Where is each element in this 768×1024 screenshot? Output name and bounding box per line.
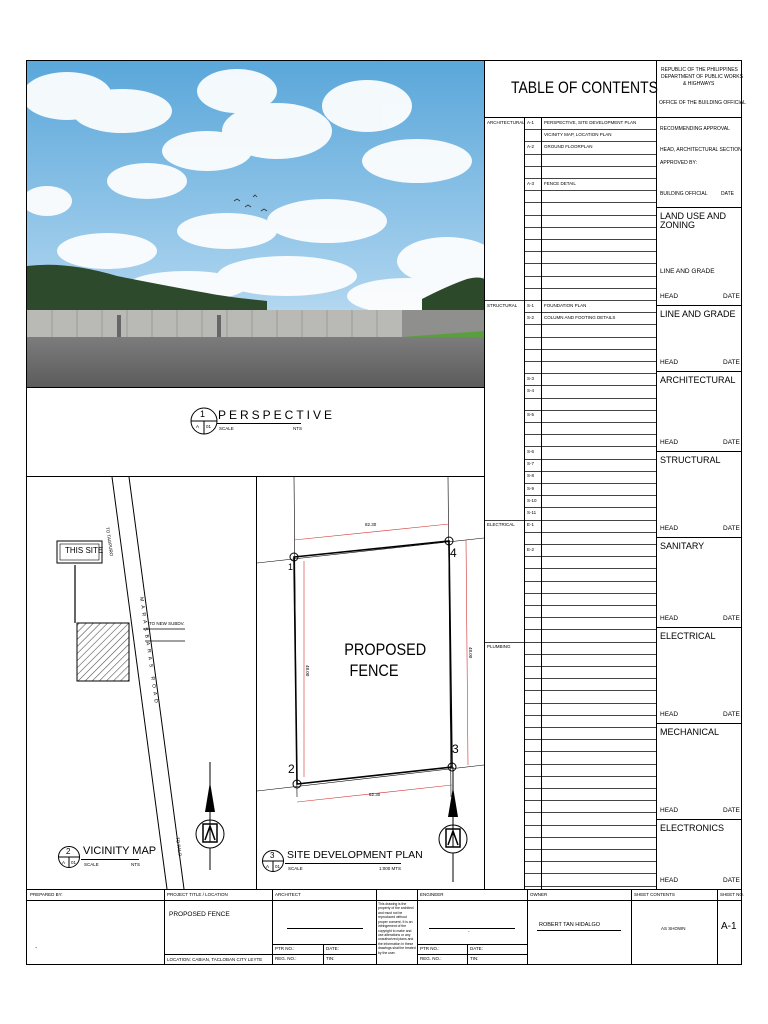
toc-row-line: [524, 703, 656, 704]
toc-row-line: [524, 593, 656, 594]
toc-row-line: [524, 715, 656, 716]
toc-section-label: ARCHITECTURAL: [487, 119, 525, 125]
approval-block-date: DATE: [723, 807, 740, 814]
approval-block-date: DATE: [723, 439, 740, 446]
toc-row-line: [524, 215, 656, 216]
toc-entry-code: E-2: [527, 546, 535, 552]
toc-entry-code: S-7: [527, 461, 535, 467]
perspective-number: 1: [200, 409, 206, 419]
toc-section-divider: [485, 300, 524, 301]
vicinity-number: 2: [66, 847, 71, 856]
vicinity-a: A: [62, 860, 66, 865]
agency-line3: & HIGHWAYS: [683, 81, 715, 87]
toc-entry-code: S-3: [527, 375, 535, 381]
approval-block-head: HEAD: [660, 293, 679, 300]
point-2: 2: [288, 762, 295, 776]
site-a: A: [266, 864, 270, 869]
approval-block-title: ELECTRONICS: [660, 823, 725, 833]
approval-block-divider: [657, 627, 741, 628]
toc-row-line: [524, 373, 656, 374]
architect-date: DATE:: [326, 946, 339, 951]
architect-tin: TIN:: [326, 956, 335, 961]
toc-row-line: [524, 776, 656, 777]
toc-row-line: [524, 483, 656, 484]
approval-block-divider: [657, 819, 741, 820]
toc-entry-description: COLUMN AND FOOTING DETAILS: [544, 314, 616, 320]
toc-row-line: [524, 678, 656, 679]
toc-row-line: [524, 520, 656, 521]
architect-reg: REG. NO.:: [275, 956, 297, 961]
perspective-panel: [27, 61, 485, 477]
agency-line1: REPUBLIC OF THE PHILIPPINES: [661, 67, 738, 73]
approval-block-title: ARCHITECTURAL: [660, 375, 736, 385]
approval-block-divider: [657, 537, 741, 538]
toc-row-line: [524, 141, 656, 142]
toc-row-line: [524, 825, 656, 826]
project-name: PROPOSED FENCE: [169, 911, 230, 918]
toc-row-line: [524, 739, 656, 740]
toc-entry-description: PERSPECTIVE, SITE DEVELOPMENT PLAN: [544, 119, 637, 125]
toc-row-line: [524, 629, 656, 630]
owner-label: OWNER: [530, 892, 548, 897]
site-scale-label: SCALE: [288, 866, 303, 871]
perspective-a: A: [196, 424, 200, 429]
road-label-new-subdv: TO NEW SUBDV.: [149, 621, 185, 626]
approval-panel: [657, 61, 746, 889]
site-scale-value: 1:000 MTS: [379, 866, 402, 871]
vicinity-nts: NTS: [131, 862, 140, 867]
prepared-by-dot: .: [35, 941, 38, 950]
engineer-dash: -: [468, 929, 470, 934]
toc-row-line: [524, 873, 656, 874]
perspective-title: PERSPECTIVE: [218, 408, 336, 422]
toc-row-line: [524, 507, 656, 508]
toc-row-line: [524, 495, 656, 496]
toc-entry-code: S-8: [527, 473, 535, 479]
north-arrow-icon: [193, 762, 227, 872]
approval-block-subtitle: LINE AND GRADE: [660, 268, 715, 275]
site-plan-panel: [257, 477, 485, 889]
approval-block-head: HEAD: [660, 525, 679, 532]
site-number: 3: [270, 851, 275, 860]
vicinity-title: VICINITY MAP: [83, 845, 157, 857]
approval-block-title: MECHANICAL: [660, 727, 720, 737]
road-name-label: MARASBARAS ROAD: [138, 596, 160, 708]
toc-row-line: [524, 202, 656, 203]
vicinity-sheet: 01: [71, 860, 77, 865]
toc-row-line: [524, 849, 656, 850]
perspective-nts: NTS: [293, 426, 302, 431]
toc-row-line: [524, 312, 656, 313]
road-label-palo: TO PALO: [175, 836, 183, 857]
sheet-number: A-1: [721, 921, 737, 932]
owner-name: ROBERT TAN HIDALGO: [539, 922, 601, 928]
toc-row-line: [524, 605, 656, 606]
approved-by: APPROVED BY:: [660, 160, 697, 166]
toc-entry-description: FENCE DETAIL: [544, 180, 576, 186]
engineer-date: DATE:: [470, 946, 483, 951]
toc-row-line: [524, 764, 656, 765]
toc-entry-code: S-6: [527, 448, 535, 454]
toc-entry-code: A-1: [527, 119, 535, 125]
toc-row-line: [524, 166, 656, 167]
toc-entry-description: GROUND FLOORPLAN: [544, 143, 593, 149]
toc-row-line: [524, 410, 656, 411]
toc-row-line: [524, 398, 656, 399]
approval-block-title: LINE AND GRADE: [660, 309, 736, 319]
engineer-label: ENGINEER: [420, 892, 444, 897]
dim-right: 48.00: [468, 647, 473, 659]
project-title-label: PROJECT TITLE / LOCATION: [167, 892, 228, 897]
toc-row-line: [524, 861, 656, 862]
site-plan-drawing: [257, 477, 484, 889]
toc-entry-code: A-3: [527, 180, 535, 186]
toc-row-line: [524, 263, 656, 264]
approval-block-head: HEAD: [660, 711, 679, 718]
approval-block-date: DATE: [723, 615, 740, 622]
this-site-label: THIS SITE: [65, 546, 104, 555]
toc-entry-code: S-10: [527, 497, 537, 503]
as-shown: AS SHOWN: [661, 926, 686, 931]
toc-row-line: [524, 800, 656, 801]
prepared-by: PREPARED BY:: [30, 892, 63, 897]
toc-row-line: [524, 288, 656, 289]
toc-row-line: [524, 727, 656, 728]
approval-block-date: DATE: [723, 525, 740, 532]
toc-row-line: [524, 337, 656, 338]
sheet-contents-label: SHEET CONTENTS: [634, 892, 675, 897]
approval-block-title: SANITARY: [660, 541, 705, 551]
approval-block-title: LAND USE AND ZONING: [660, 211, 727, 231]
copyright-note: This drawing is the property of the architect and must not be reproduced without proper consent. It is an infringement of the copyright to make and use alterations or any unauthorized plans and the information in these drawings shall be treated by the user.: [378, 902, 416, 955]
vicinity-scale-label: SCALE: [84, 862, 99, 867]
site-sheet: 01: [275, 864, 281, 869]
point-3: 3: [452, 742, 459, 756]
point-4: 4: [450, 546, 457, 560]
toc-row-line: [524, 349, 656, 350]
toc-entry-code: S-1: [527, 302, 535, 308]
sheet-no-label: SHEET NO.: [720, 892, 745, 897]
toc-row-line: [524, 276, 656, 277]
toc-row-line: [524, 654, 656, 655]
approval-block-date: DATE: [723, 293, 740, 300]
toc-row-line: [524, 642, 656, 643]
point-1: 1: [288, 562, 294, 572]
toc-row-line: [524, 812, 656, 813]
approval-block-head: HEAD: [660, 359, 679, 366]
toc-row-line: [524, 361, 656, 362]
toc-title: TABLE OF CONTENTS: [511, 78, 658, 97]
engineer-tin: TIN:: [470, 956, 479, 961]
approval-block-head: HEAD: [660, 615, 679, 622]
toc-row-line: [524, 227, 656, 228]
building-official-date: DATE: [721, 191, 734, 197]
approval-block-title: ELECTRICAL: [660, 631, 716, 641]
toc-row-line: [524, 178, 656, 179]
dim-top: 82.30: [365, 522, 377, 527]
toc-row-line: [524, 434, 656, 435]
dim-left: 48.00: [305, 665, 310, 677]
approval-block-date: DATE: [723, 877, 740, 884]
toc-section-label: ELECTRICAL: [487, 522, 515, 528]
drawing-sheet: [26, 60, 746, 965]
toc-grid: [485, 117, 656, 889]
architect-label: ARCHITECT: [275, 892, 301, 897]
toc-row-line: [524, 324, 656, 325]
toc-entry-code: S-11: [527, 509, 537, 515]
toc-row-line: [524, 154, 656, 155]
toc-row-line: [524, 459, 656, 460]
approval-block-divider: [657, 305, 741, 306]
agency-office: OFFICE OF THE BUILDING OFFICIAL: [659, 100, 746, 106]
architect-ptr: PTR NO.:: [275, 946, 295, 951]
approval-block-divider: [657, 723, 741, 724]
toc-row-line: [524, 886, 656, 887]
toc-row-line: [524, 385, 656, 386]
toc-row-line: [524, 556, 656, 557]
toc-row-line: [524, 471, 656, 472]
toc-entry-code: A-2: [527, 143, 535, 149]
road-label-tagpuro: TO TAGPURO: [105, 526, 115, 557]
toc-row-line: [524, 568, 656, 569]
toc-entry-code: E-1: [527, 522, 535, 528]
toc-entry-code: S-4: [527, 387, 535, 393]
toc-entry-description: FOUNDATION PLAN: [544, 302, 587, 308]
toc-row-line: [524, 532, 656, 533]
toc-section-divider: [485, 520, 524, 521]
toc-entry-code: S-5: [527, 412, 535, 418]
toc-row-line: [524, 751, 656, 752]
perspective-sheet: 01: [206, 424, 212, 429]
perspective-render: [27, 61, 484, 387]
toc-row-line: [524, 190, 656, 191]
toc-row-line: [524, 422, 656, 423]
toc-row-line: [524, 617, 656, 618]
approval-block-head: HEAD: [660, 807, 679, 814]
building-official: BUILDING OFFICIAL: [660, 191, 708, 197]
approval-block-divider: [657, 451, 741, 452]
toc-section-divider: [485, 642, 524, 643]
toc-row-line: [524, 446, 656, 447]
vicinity-map-panel: [27, 477, 257, 889]
project-location: LOCATION: CABIAN, TACLOBAN CITY LEYTE: [167, 957, 263, 962]
dim-bottom: 82.30: [369, 792, 381, 797]
engineer-ptr: PTR NO.:: [420, 946, 440, 951]
engineer-reg: REG. NO.:: [420, 956, 442, 961]
toc-section-label: STRUCTURAL: [487, 302, 518, 308]
toc-entry-code: S-2: [527, 314, 535, 320]
agency-line2: DEPARTMENT OF PUBLIC WORKS: [661, 74, 743, 80]
toc-row-line: [524, 251, 656, 252]
site-title: SITE DEVELOPMENT PLAN: [287, 849, 423, 861]
toc-row-line: [524, 239, 656, 240]
toc-row-line: [524, 581, 656, 582]
toc-panel: [485, 61, 657, 889]
toc-row-line: [524, 690, 656, 691]
toc-section-label: PLUMBING: [487, 644, 511, 650]
perspective-scale-label: SCALE: [219, 426, 234, 431]
approval-block-title: STRUCTURAL: [660, 455, 721, 465]
approval-block-head: HEAD: [660, 439, 679, 446]
head-architectural-section: HEAD, ARCHITECTURAL SECTION: [660, 147, 742, 153]
toc-entry-description: VICINITY MAP, LOCATION PLAN: [544, 131, 612, 137]
approval-block-divider: [657, 371, 741, 372]
title-block: [27, 889, 745, 964]
recommending-approval: RECOMMENDING APPROVAL: [660, 126, 730, 132]
toc-row-line: [524, 788, 656, 789]
approval-block-head: HEAD: [660, 877, 679, 884]
toc-row-line: [524, 129, 656, 130]
proposed-fence-label: PROPOSED FENCE: [344, 640, 427, 681]
toc-row-line: [524, 666, 656, 667]
toc-entry-code: S-9: [527, 485, 535, 491]
toc-row-line: [524, 300, 656, 301]
approval-block-date: DATE: [723, 359, 740, 366]
approval-block-date: DATE: [723, 711, 740, 718]
toc-row-line: [524, 544, 656, 545]
toc-row-line: [524, 837, 656, 838]
